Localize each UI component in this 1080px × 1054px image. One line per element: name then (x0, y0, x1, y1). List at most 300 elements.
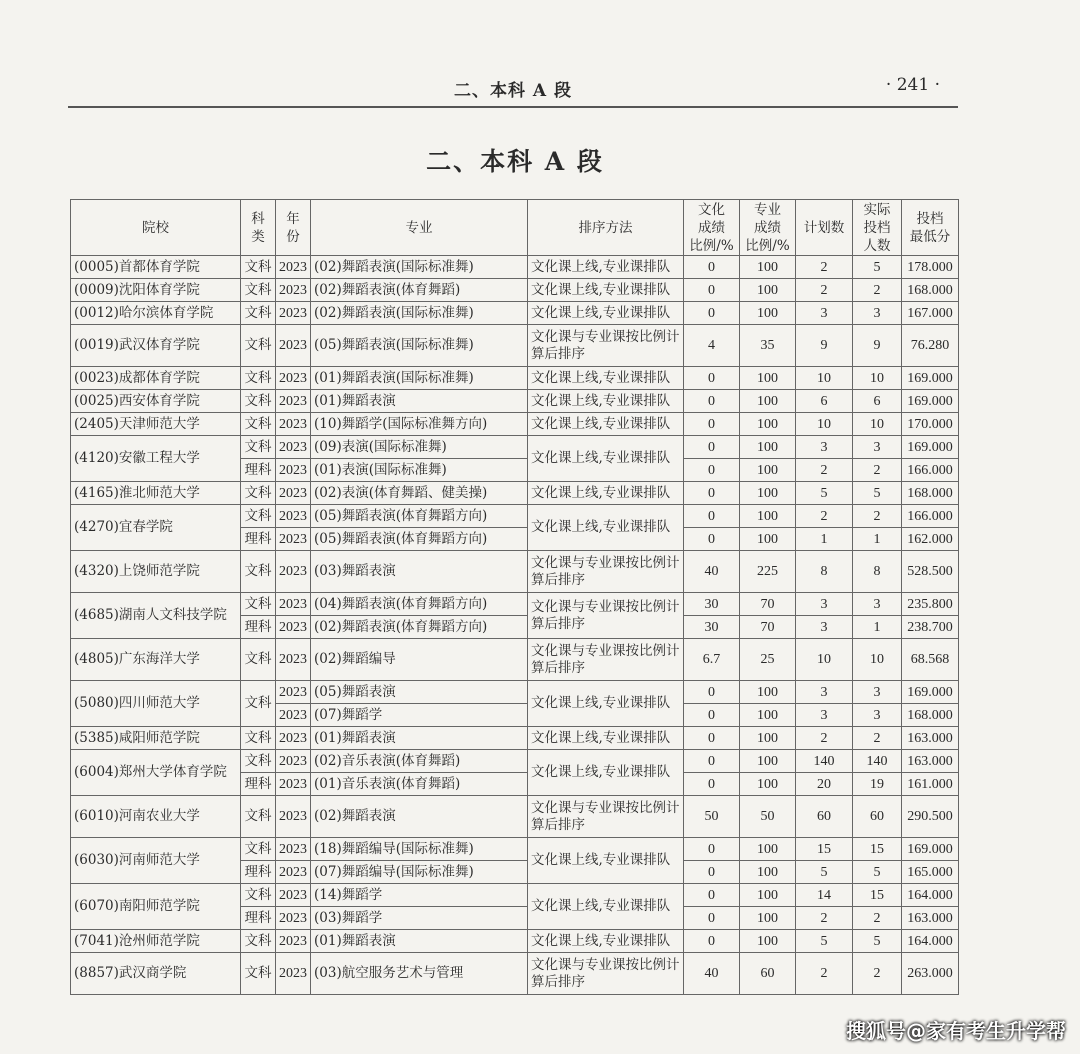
cell-major: (01)舞蹈表演 (311, 390, 528, 413)
cell-plan: 3 (796, 704, 853, 727)
cell-min-score: 168.000 (902, 704, 959, 727)
cell-culture-ratio: 0 (684, 907, 740, 930)
cell-min-score: 178.000 (902, 256, 959, 279)
cell-min-score: 166.000 (902, 459, 959, 482)
cell-method: 文化课上线,专业课排队 (528, 302, 684, 325)
cell-subject: 文科 (241, 884, 276, 907)
col-actual: 实际 投档 人数 (853, 200, 902, 256)
table-row (71, 884, 959, 907)
cell-major: (02)舞蹈表演 (311, 796, 528, 838)
col-major: 专业 (311, 200, 528, 256)
cell-subject: 文科 (241, 367, 276, 390)
cell-year: 2023 (276, 390, 311, 413)
cell-plan: 3 (796, 681, 853, 704)
cell-major-ratio: 100 (740, 279, 796, 302)
table-row (71, 796, 959, 838)
cell-year: 2023 (276, 750, 311, 773)
cell-major-ratio: 225 (740, 551, 796, 593)
cell-actual: 19 (853, 773, 902, 796)
cell-major: (03)航空服务艺术与管理 (311, 953, 528, 995)
cell-actual: 8 (853, 551, 902, 593)
cell-major: (01)舞蹈表演 (311, 930, 528, 953)
cell-culture-ratio: 40 (684, 551, 740, 593)
cell-method: 文化课与专业课按比例计算后排序 (528, 593, 684, 639)
cell-culture-ratio: 0 (684, 390, 740, 413)
cell-major: (02)表演(体育舞蹈、健美操) (311, 482, 528, 505)
cell-plan: 2 (796, 727, 853, 750)
cell-school: (0005)首都体育学院 (71, 256, 241, 279)
cell-year: 2023 (276, 256, 311, 279)
cell-min-score: 169.000 (902, 838, 959, 861)
cell-subject: 文科 (241, 681, 276, 727)
cell-method: 文化课与专业课按比例计算后排序 (528, 639, 684, 681)
cell-major-ratio: 70 (740, 616, 796, 639)
cell-method: 文化课与专业课按比例计算后排序 (528, 325, 684, 367)
cell-major: (05)舞蹈表演(国际标准舞) (311, 325, 528, 367)
running-title: 二、本科 A 段 (453, 81, 573, 101)
cell-culture-ratio: 0 (684, 505, 740, 528)
cell-major-ratio: 100 (740, 459, 796, 482)
cell-actual: 2 (853, 505, 902, 528)
cell-year: 2023 (276, 279, 311, 302)
cell-min-score: 168.000 (902, 482, 959, 505)
cell-method: 文化课上线,专业课排队 (528, 390, 684, 413)
cell-plan: 2 (796, 459, 853, 482)
cell-year: 2023 (276, 953, 311, 995)
cell-school: (0009)沈阳体育学院 (71, 279, 241, 302)
cell-plan: 20 (796, 773, 853, 796)
cell-subject: 理科 (241, 861, 276, 884)
cell-subject: 文科 (241, 505, 276, 528)
cell-actual: 5 (853, 256, 902, 279)
col-school: 院校 (71, 200, 241, 256)
cell-actual: 5 (853, 861, 902, 884)
cell-year: 2023 (276, 459, 311, 482)
cell-culture-ratio: 0 (684, 367, 740, 390)
table-row (71, 838, 959, 861)
cell-min-score: 163.000 (902, 727, 959, 750)
cell-school: (6070)南阳师范学院 (71, 884, 241, 930)
cell-culture-ratio: 0 (684, 279, 740, 302)
cell-year: 2023 (276, 551, 311, 593)
cell-method: 文化课上线,专业课排队 (528, 367, 684, 390)
cell-school: (7041)沧州师范学院 (71, 930, 241, 953)
source-watermark: 搜狐号@家有考生升学帮 (846, 1019, 1066, 1043)
cell-school: (8857)武汉商学院 (71, 953, 241, 995)
cell-subject: 文科 (241, 838, 276, 861)
cell-plan: 10 (796, 367, 853, 390)
cell-major-ratio: 100 (740, 436, 796, 459)
cell-plan: 3 (796, 436, 853, 459)
cell-year: 2023 (276, 861, 311, 884)
cell-subject: 文科 (241, 727, 276, 750)
cell-subject: 理科 (241, 907, 276, 930)
cell-min-score: 163.000 (902, 907, 959, 930)
cell-major-ratio: 35 (740, 325, 796, 367)
cell-school: (0019)武汉体育学院 (71, 325, 241, 367)
cell-major: (18)舞蹈编导(国际标准舞) (311, 838, 528, 861)
cell-subject: 文科 (241, 302, 276, 325)
cell-school: (0012)哈尔滨体育学院 (71, 302, 241, 325)
cell-culture-ratio: 0 (684, 930, 740, 953)
cell-major-ratio: 100 (740, 681, 796, 704)
cell-culture-ratio: 0 (684, 302, 740, 325)
cell-culture-ratio: 0 (684, 773, 740, 796)
cell-plan: 3 (796, 616, 853, 639)
table-row (71, 930, 959, 953)
cell-actual: 9 (853, 325, 902, 367)
table-row (71, 681, 959, 704)
cell-major: (02)舞蹈表演(国际标准舞) (311, 256, 528, 279)
cell-year: 2023 (276, 593, 311, 616)
cell-year: 2023 (276, 884, 311, 907)
cell-plan: 3 (796, 593, 853, 616)
cell-actual: 15 (853, 884, 902, 907)
cell-method: 文化课上线,专业课排队 (528, 838, 684, 884)
cell-major: (02)舞蹈表演(体育舞蹈) (311, 279, 528, 302)
col-min-score: 投档 最低分 (902, 200, 959, 256)
cell-year: 2023 (276, 930, 311, 953)
cell-actual: 6 (853, 390, 902, 413)
cell-major-ratio: 100 (740, 482, 796, 505)
cell-culture-ratio: 0 (684, 838, 740, 861)
cell-culture-ratio: 0 (684, 750, 740, 773)
cell-culture-ratio: 0 (684, 413, 740, 436)
cell-subject: 文科 (241, 325, 276, 367)
cell-subject: 文科 (241, 551, 276, 593)
cell-year: 2023 (276, 773, 311, 796)
cell-plan: 60 (796, 796, 853, 838)
table-row (71, 639, 959, 681)
cell-subject: 文科 (241, 930, 276, 953)
cell-subject: 文科 (241, 390, 276, 413)
cell-min-score: 167.000 (902, 302, 959, 325)
cell-major: (01)表演(国际标准舞) (311, 459, 528, 482)
cell-major-ratio: 100 (740, 750, 796, 773)
table-row (71, 325, 959, 367)
cell-min-score: 169.000 (902, 681, 959, 704)
cell-actual: 15 (853, 838, 902, 861)
cell-subject: 理科 (241, 528, 276, 551)
cell-major: (01)舞蹈表演(国际标准舞) (311, 367, 528, 390)
cell-plan: 10 (796, 413, 853, 436)
cell-actual: 2 (853, 459, 902, 482)
cell-actual: 10 (853, 413, 902, 436)
cell-school: (5385)咸阳师范学院 (71, 727, 241, 750)
cell-major: (03)舞蹈表演 (311, 551, 528, 593)
cell-culture-ratio: 0 (684, 704, 740, 727)
cell-year: 2023 (276, 482, 311, 505)
cell-culture-ratio: 0 (684, 681, 740, 704)
cell-actual: 3 (853, 436, 902, 459)
cell-major: (05)舞蹈表演(体育舞蹈方向) (311, 528, 528, 551)
cell-actual: 3 (853, 302, 902, 325)
cell-actual: 5 (853, 482, 902, 505)
cell-major: (10)舞蹈学(国际标准舞方向) (311, 413, 528, 436)
cell-major: (07)舞蹈学 (311, 704, 528, 727)
cell-school: (0023)成都体育学院 (71, 367, 241, 390)
cell-method: 文化课与专业课按比例计算后排序 (528, 551, 684, 593)
cell-culture-ratio: 30 (684, 616, 740, 639)
cell-min-score: 164.000 (902, 930, 959, 953)
cell-major-ratio: 100 (740, 413, 796, 436)
cell-subject: 文科 (241, 796, 276, 838)
cell-method: 文化课上线,专业课排队 (528, 279, 684, 302)
cell-year: 2023 (276, 639, 311, 681)
cell-culture-ratio: 0 (684, 727, 740, 750)
table-row (71, 505, 959, 528)
col-plan: 计划数 (796, 200, 853, 256)
cell-year: 2023 (276, 681, 311, 704)
cell-actual: 3 (853, 704, 902, 727)
cell-major-ratio: 100 (740, 773, 796, 796)
cell-subject: 文科 (241, 256, 276, 279)
cell-method: 文化课上线,专业课排队 (528, 930, 684, 953)
cell-subject: 文科 (241, 413, 276, 436)
cell-plan: 3 (796, 302, 853, 325)
cell-actual: 2 (853, 953, 902, 995)
cell-major-ratio: 100 (740, 704, 796, 727)
table-row (71, 367, 959, 390)
cell-year: 2023 (276, 796, 311, 838)
cell-method: 文化课上线,专业课排队 (528, 482, 684, 505)
table-row (71, 302, 959, 325)
cell-min-score: 165.000 (902, 861, 959, 884)
cell-actual: 2 (853, 727, 902, 750)
cell-culture-ratio: 0 (684, 528, 740, 551)
cell-major-ratio: 100 (740, 884, 796, 907)
cell-subject: 理科 (241, 459, 276, 482)
cell-major-ratio: 100 (740, 838, 796, 861)
col-method: 排序方法 (528, 200, 684, 256)
cell-major: (02)音乐表演(体育舞蹈) (311, 750, 528, 773)
cell-year: 2023 (276, 505, 311, 528)
cell-actual: 10 (853, 367, 902, 390)
cell-plan: 10 (796, 639, 853, 681)
cell-major-ratio: 100 (740, 256, 796, 279)
cell-year: 2023 (276, 704, 311, 727)
cell-major: (02)舞蹈表演(国际标准舞) (311, 302, 528, 325)
cell-year: 2023 (276, 907, 311, 930)
cell-culture-ratio: 30 (684, 593, 740, 616)
cell-min-score: 169.000 (902, 390, 959, 413)
cell-plan: 6 (796, 390, 853, 413)
col-major-ratio: 专业 成绩 比例/% (740, 200, 796, 256)
cell-school: (4320)上饶师范学院 (71, 551, 241, 593)
cell-plan: 140 (796, 750, 853, 773)
cell-method: 文化课上线,专业课排队 (528, 413, 684, 436)
cell-year: 2023 (276, 616, 311, 639)
cell-plan: 8 (796, 551, 853, 593)
cell-subject: 理科 (241, 773, 276, 796)
cell-plan: 5 (796, 861, 853, 884)
table-row (71, 953, 959, 995)
table-row (71, 390, 959, 413)
cell-major: (01)音乐表演(体育舞蹈) (311, 773, 528, 796)
cell-culture-ratio: 0 (684, 459, 740, 482)
cell-method: 文化课上线,专业课排队 (528, 436, 684, 482)
col-year: 年 份 (276, 200, 311, 256)
cell-min-score: 161.000 (902, 773, 959, 796)
cell-school: (2405)天津师范大学 (71, 413, 241, 436)
cell-min-score: 238.700 (902, 616, 959, 639)
table-row (71, 413, 959, 436)
cell-culture-ratio: 40 (684, 953, 740, 995)
cell-major: (09)表演(国际标准舞) (311, 436, 528, 459)
cell-school: (6004)郑州大学体育学院 (71, 750, 241, 796)
cell-school: (0025)西安体育学院 (71, 390, 241, 413)
table-row (71, 727, 959, 750)
cell-min-score: 263.000 (902, 953, 959, 995)
cell-major-ratio: 100 (740, 302, 796, 325)
cell-major-ratio: 60 (740, 953, 796, 995)
cell-plan: 2 (796, 505, 853, 528)
cell-plan: 5 (796, 482, 853, 505)
table-body (71, 256, 959, 995)
cell-plan: 15 (796, 838, 853, 861)
cell-culture-ratio: 4 (684, 325, 740, 367)
cell-major-ratio: 100 (740, 930, 796, 953)
cell-culture-ratio: 6.7 (684, 639, 740, 681)
cell-actual: 140 (853, 750, 902, 773)
running-header (68, 70, 958, 108)
cell-min-score: 169.000 (902, 367, 959, 390)
cell-year: 2023 (276, 413, 311, 436)
cell-major-ratio: 100 (740, 727, 796, 750)
cell-major-ratio: 100 (740, 390, 796, 413)
cell-major: (01)舞蹈表演 (311, 727, 528, 750)
cell-year: 2023 (276, 727, 311, 750)
cell-min-score: 290.500 (902, 796, 959, 838)
cell-subject: 文科 (241, 482, 276, 505)
cell-subject: 文科 (241, 750, 276, 773)
cell-plan: 9 (796, 325, 853, 367)
cell-school: (4270)宜春学院 (71, 505, 241, 551)
table-row (71, 279, 959, 302)
cell-school: (4165)淮北师范大学 (71, 482, 241, 505)
cell-plan: 1 (796, 528, 853, 551)
cell-actual: 3 (853, 681, 902, 704)
cell-min-score: 68.568 (902, 639, 959, 681)
cell-actual: 2 (853, 279, 902, 302)
cell-plan: 5 (796, 930, 853, 953)
cell-major-ratio: 100 (740, 367, 796, 390)
cell-min-score: 235.800 (902, 593, 959, 616)
cell-method: 文化课上线,专业课排队 (528, 750, 684, 796)
cell-major-ratio: 25 (740, 639, 796, 681)
cell-major-ratio: 50 (740, 796, 796, 838)
cell-year: 2023 (276, 325, 311, 367)
cell-major-ratio: 100 (740, 907, 796, 930)
table-row (71, 256, 959, 279)
cell-major: (05)舞蹈表演 (311, 681, 528, 704)
cell-major-ratio: 100 (740, 528, 796, 551)
cell-actual: 2 (853, 907, 902, 930)
cell-school: (4805)广东海洋大学 (71, 639, 241, 681)
cell-min-score: 162.000 (902, 528, 959, 551)
table-row (71, 436, 959, 459)
cell-culture-ratio: 0 (684, 436, 740, 459)
col-subject: 科 类 (241, 200, 276, 256)
cell-plan: 2 (796, 256, 853, 279)
cell-school: (4685)湖南人文科技学院 (71, 593, 241, 639)
table-row (71, 750, 959, 773)
cell-method: 文化课上线,专业课排队 (528, 681, 684, 727)
cell-subject: 文科 (241, 593, 276, 616)
cell-school: (6010)河南农业大学 (71, 796, 241, 838)
cell-culture-ratio: 0 (684, 256, 740, 279)
cell-actual: 3 (853, 593, 902, 616)
cell-method: 文化课与专业课按比例计算后排序 (528, 796, 684, 838)
cell-major-ratio: 100 (740, 505, 796, 528)
cell-plan: 14 (796, 884, 853, 907)
cell-year: 2023 (276, 436, 311, 459)
cell-method: 文化课与专业课按比例计算后排序 (528, 953, 684, 995)
cell-major-ratio: 100 (740, 861, 796, 884)
cell-subject: 理科 (241, 616, 276, 639)
cell-plan: 2 (796, 953, 853, 995)
cell-min-score: 166.000 (902, 505, 959, 528)
cell-culture-ratio: 0 (684, 884, 740, 907)
cell-major: (04)舞蹈表演(体育舞蹈方向) (311, 593, 528, 616)
cell-plan: 2 (796, 279, 853, 302)
cell-min-score: 164.000 (902, 884, 959, 907)
cell-year: 2023 (276, 302, 311, 325)
table-row (71, 593, 959, 616)
table-row (71, 482, 959, 505)
cell-school: (4120)安徽工程大学 (71, 436, 241, 482)
cell-subject: 文科 (241, 279, 276, 302)
admissions-table (70, 199, 959, 995)
cell-subject: 文科 (241, 436, 276, 459)
cell-year: 2023 (276, 367, 311, 390)
cell-culture-ratio: 0 (684, 482, 740, 505)
table-row (71, 551, 959, 593)
cell-actual: 1 (853, 616, 902, 639)
cell-major: (14)舞蹈学 (311, 884, 528, 907)
cell-min-score: 76.280 (902, 325, 959, 367)
cell-method: 文化课上线,专业课排队 (528, 884, 684, 930)
cell-major: (02)舞蹈编导 (311, 639, 528, 681)
col-culture-ratio: 文化 成绩 比例/% (684, 200, 740, 256)
cell-school: (6030)河南师范大学 (71, 838, 241, 884)
cell-min-score: 163.000 (902, 750, 959, 773)
cell-culture-ratio: 0 (684, 861, 740, 884)
cell-major: (05)舞蹈表演(体育舞蹈方向) (311, 505, 528, 528)
cell-method: 文化课上线,专业课排队 (528, 505, 684, 551)
header-row (71, 200, 959, 256)
cell-actual: 5 (853, 930, 902, 953)
cell-year: 2023 (276, 528, 311, 551)
cell-major: (02)舞蹈表演(体育舞蹈方向) (311, 616, 528, 639)
cell-actual: 1 (853, 528, 902, 551)
cell-school: (5080)四川师范大学 (71, 681, 241, 727)
page-number: · 241 · (885, 75, 940, 95)
cell-actual: 10 (853, 639, 902, 681)
cell-major: (07)舞蹈编导(国际标准舞) (311, 861, 528, 884)
cell-subject: 文科 (241, 953, 276, 995)
cell-method: 文化课上线,专业课排队 (528, 727, 684, 750)
cell-min-score: 169.000 (902, 436, 959, 459)
cell-subject: 文科 (241, 639, 276, 681)
cell-year: 2023 (276, 838, 311, 861)
cell-method: 文化课上线,专业课排队 (528, 256, 684, 279)
section-title: 二、本科 A 段 (426, 147, 604, 176)
cell-culture-ratio: 50 (684, 796, 740, 838)
cell-plan: 2 (796, 907, 853, 930)
cell-actual: 60 (853, 796, 902, 838)
cell-min-score: 168.000 (902, 279, 959, 302)
